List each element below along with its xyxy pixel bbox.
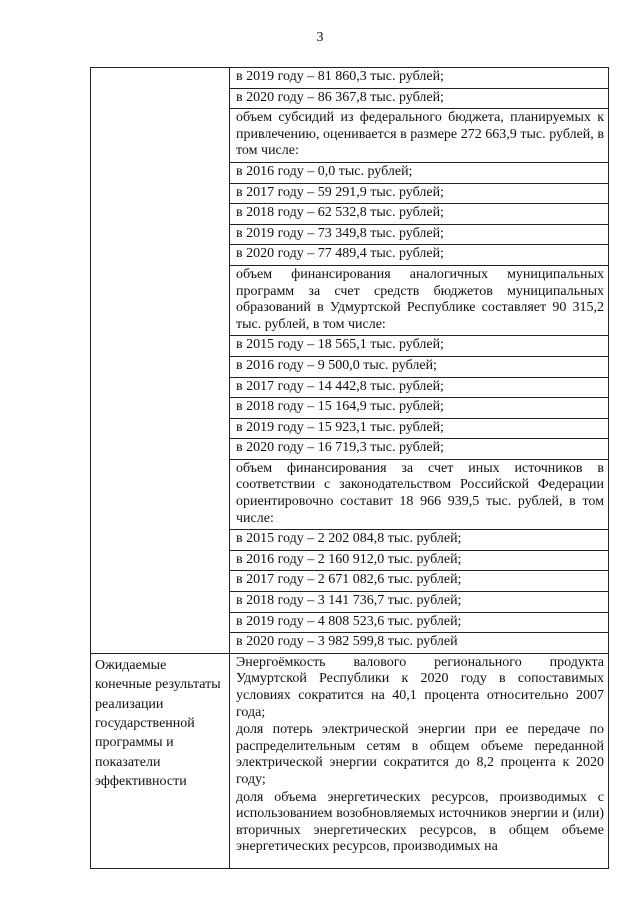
financing-line: в 2017 году – 2 671 082,6 тыс. рублей; (230, 571, 608, 592)
page-number: 3 (316, 30, 324, 45)
results-paragraph: доля потерь электрической энергии при ее передаче по распределительным сетям в общем объеме переданной электрической энергии сократится до 8,2 процента к 2020 году; (236, 722, 604, 787)
financing-content-cell (230, 68, 609, 654)
financing-line: в 2019 году – 73 349,8 тыс. рублей; (230, 225, 608, 246)
financing-line: в 2018 году – 62 532,8 тыс. рублей; (230, 204, 608, 225)
financing-line: в 2018 году – 15 164,9 тыс. рублей; (230, 398, 608, 419)
financing-line: в 2016 году – 2 160 912,0 тыс. рублей; (230, 551, 608, 572)
financing-line: в 2019 году – 81 860,3 тыс. рублей; (230, 68, 608, 89)
financing-label-cell (91, 68, 230, 654)
financing-paragraph: объем субсидий из федерального бюджета, планируемых к привлечению, оценивается в размере 272 663,9 тыс. рублей, в том числе: (230, 109, 608, 163)
financing-line: в 2015 году – 18 565,1 тыс. рублей; (230, 336, 608, 357)
results-paragraph: доля объема энергетических ресурсов, производимых с использованием возобновляемых источников энергии и (или) вторичных энергетических ресурсов, в общем объеме энергетических ресурсов, производимых на (236, 789, 604, 855)
financing-line: в 2020 году – 77 489,4 тыс. рублей; (230, 245, 608, 266)
financing-line: в 2019 году – 4 808 523,6 тыс. рублей; (230, 613, 608, 634)
financing-line: в 2019 году – 15 923,1 тыс. рублей; (230, 419, 608, 440)
financing-paragraph: объем финансирования за счет иных источников в соответствии с законодательством Российской Федерации ориентировочно составит 18 966 939,5 тыс. рублей, в том числе: (230, 460, 608, 530)
results-content-cell (230, 653, 609, 868)
financing-line: в 2017 году – 59 291,9 тыс. рублей; (230, 184, 608, 205)
financing-line: в 2020 году – 86 367,8 тыс. рублей; (230, 89, 608, 110)
results-row (91, 653, 609, 868)
program-passport-table (90, 67, 609, 869)
results-label: Ожидаемые конечные результаты реализации государственной программы и показатели эффективности (95, 657, 221, 790)
results-label-cell (91, 653, 230, 868)
financing-line: в 2016 году – 9 500,0 тыс. рублей; (230, 357, 608, 378)
financing-line: в 2018 году – 3 141 736,7 тыс. рублей; (230, 592, 608, 613)
financing-line: в 2016 году – 0,0 тыс. рублей; (230, 163, 608, 184)
financing-row (91, 68, 609, 654)
financing-line: в 2020 году – 16 719,3 тыс. рублей; (230, 439, 608, 460)
financing-line: в 2017 году – 14 442,8 тыс. рублей; (230, 378, 608, 399)
financing-line: в 2015 году – 2 202 084,8 тыс. рублей; (230, 530, 608, 551)
financing-line: в 2020 году – 3 982 599,8 тыс. рублей (236, 634, 458, 650)
results-paragraph: Энергоёмкость валового регионального продукта Удмуртской Республики к 2020 году в сопоставимых условиях сократится на 40,1 процента относительно 2007 года; (236, 654, 604, 720)
financing-paragraph: объем финансирования аналогичных муниципальных программ за счет средств бюджетов муниципальных образований в Удмуртской Республике составляет 90 315,2 тыс. рублей, в том числе: (230, 266, 608, 336)
